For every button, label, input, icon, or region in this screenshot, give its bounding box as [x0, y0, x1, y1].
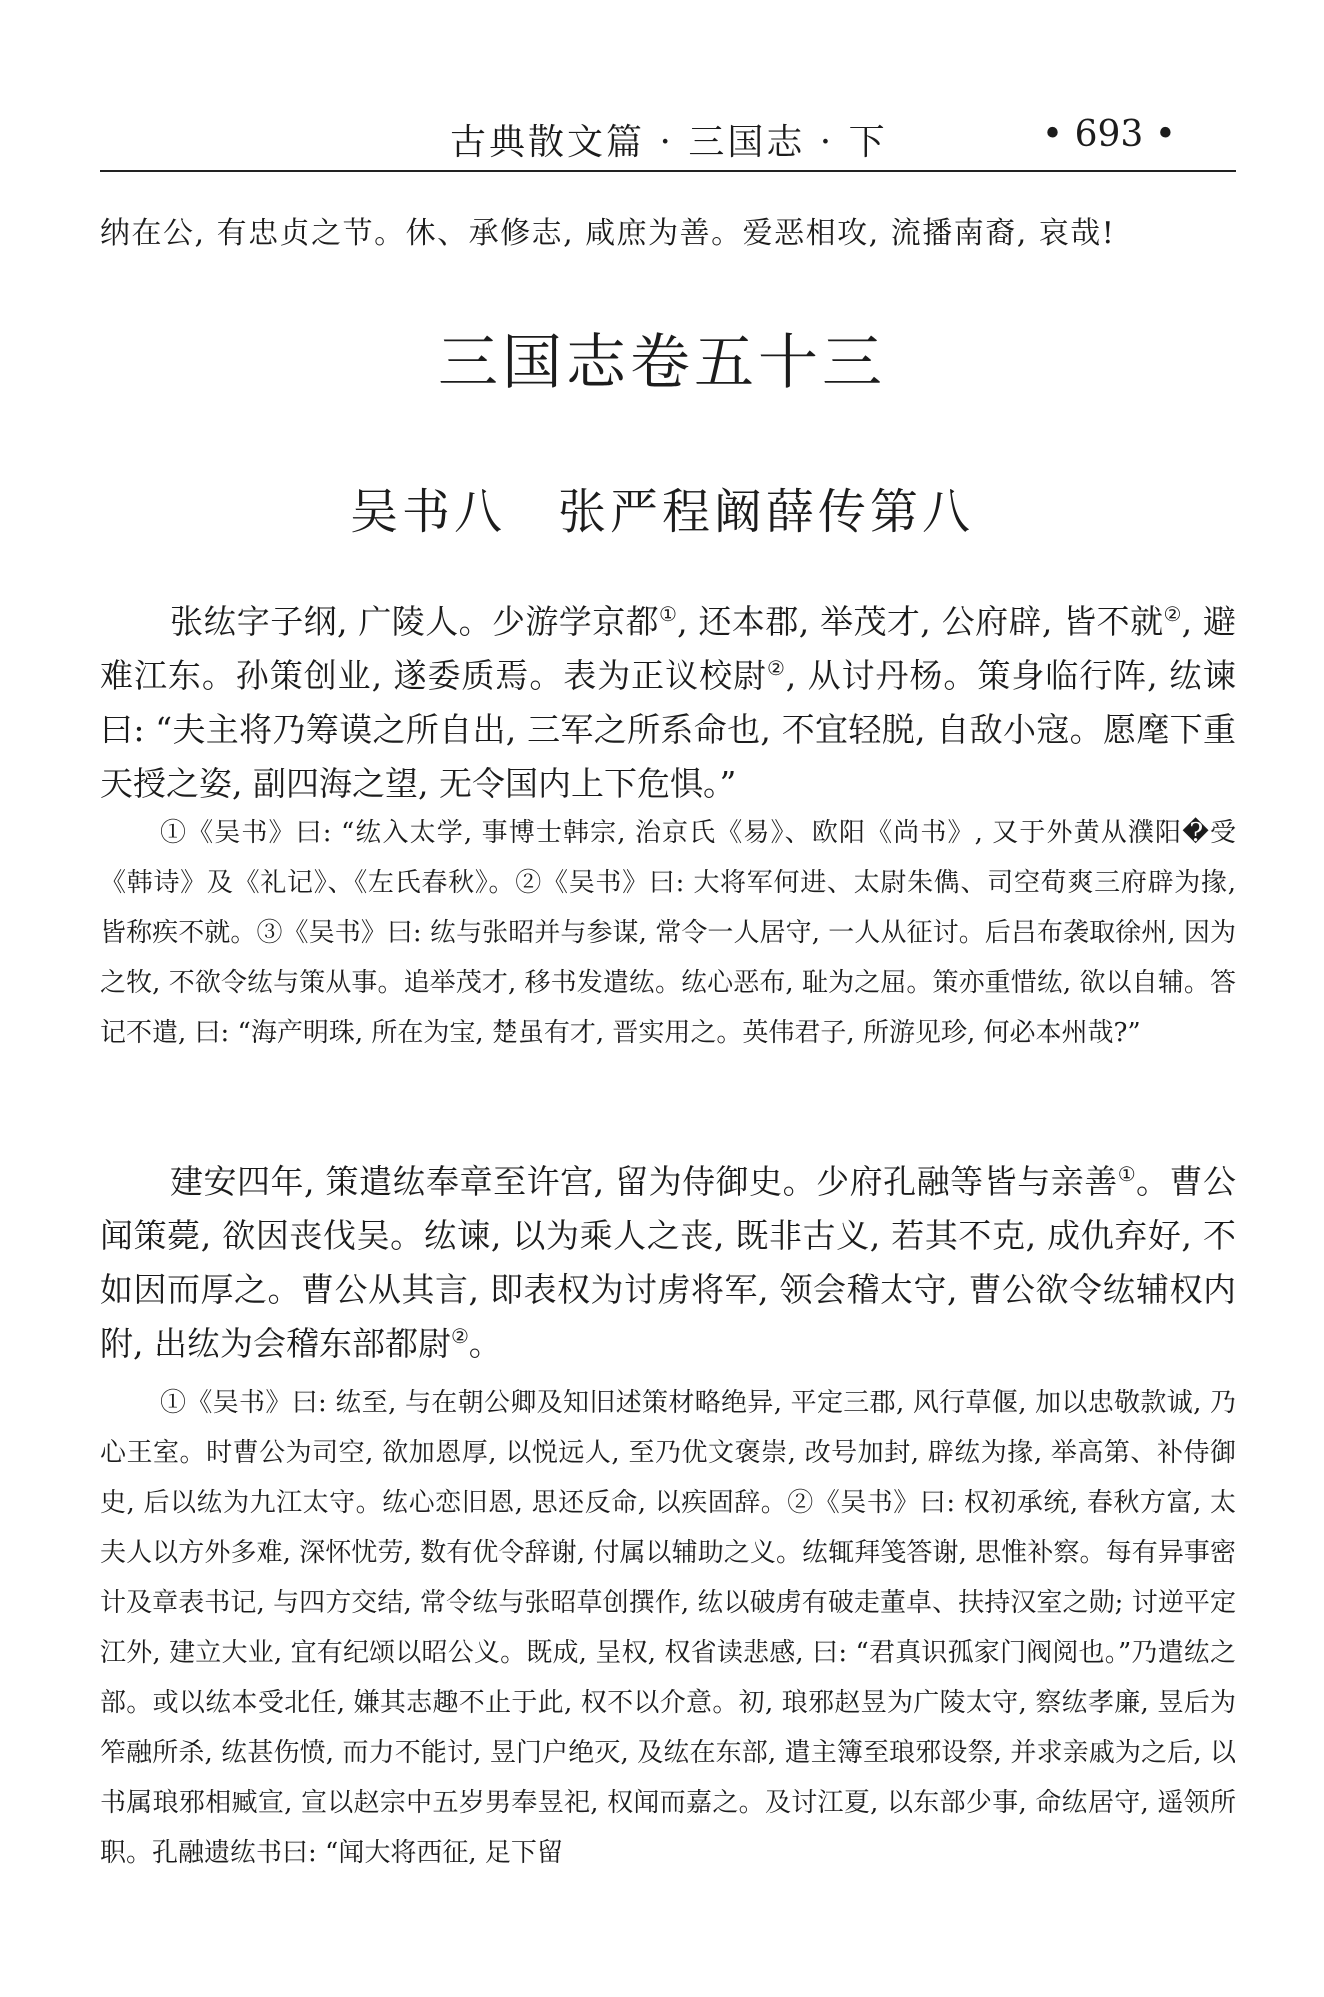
- para1-text-4: , 从讨丹杨。策身临行阵, 纮谏曰: “夫主将乃筹谟之所自出, 三军之所系命也, 不宜轻脱, 自敌小寇。愿麾下重天授之姿, 副四海之望, 无令国内上下危惧。”: [100, 656, 1237, 803]
- footnote-ref-2: ②: [1163, 603, 1182, 626]
- footnote-ref-3: ②: [767, 657, 786, 680]
- footnote-ref-1: ①: [659, 603, 678, 626]
- footnote-ref-4: ①: [1117, 1163, 1136, 1186]
- chapter-title: 吴书八 张严程阚薛传第八: [349, 484, 974, 540]
- para2-text-1: 建安四年, 策遣纮奉章至许宫, 留为侍御史。少府孔融等皆与亲善: [170, 1162, 1118, 1201]
- continuation-text: 纳在公, 有忠贞之节。休、承修志, 咸庶为善。爱恶相攻, 流播南裔, 哀哉!: [100, 216, 1116, 251]
- running-header: [100, 100, 1236, 172]
- main-paragraph-2: [100, 1155, 1236, 1371]
- para1-text-2: , 还本郡, 举茂才, 公府辟, 皆不就: [677, 602, 1164, 641]
- header-title: 古典散文篇 · 三国志 · 下: [450, 122, 888, 163]
- annotation-block-1: ①《吴书》曰: “纮入太学, 事博士韩宗, 治京氏《易》、欧阳《尚书》, 又于外黄从濮阳�受《韩诗》及《礼记》、《左氏春秋》。②《吴书》曰: 大将军何进、太尉朱儁、司空荀爽三府辟为掾, 皆称疾不就。③《吴书》曰: 纮与张昭并与参谋, 常令一人居守, 一人从征讨。后吕布袭取徐州, 因为之牧, 不欲令纮与策从事。追举茂才, 移书发遣纮。纮心恶布, 耻为之屈。策亦重惜纮, 欲以自辅。答记不遣, 曰: “海产明珠, 所在为宝, 楚虽有才, 晋实用之。英伟君子, 所游见珍, 何必本州哉?”: [100, 818, 1236, 1048]
- main-paragraph-1: [100, 595, 1236, 811]
- para1-text-3: , 避难江东。孙策创业, 遂委质焉。表为正议校尉: [100, 602, 1237, 695]
- page-number: • 693 •: [1041, 114, 1176, 155]
- para1-text-1: 张纮字子纲, 广陵人。少游学京都: [170, 602, 659, 641]
- volume-title: 三国志卷五十三: [438, 328, 886, 398]
- para2-text-2: 。曹公闻策薨, 欲因丧伐吴。纮谏, 以为乘人之丧, 既非古义, 若其不克, 成仇弃好, 不如因而厚之。曹公从其言, 即表权为讨虏将军, 领会稽太守, 曹公欲令纮辅权内附, 出纮为会稽东部都尉: [100, 1162, 1237, 1363]
- annotation-block-2: ①《吴书》曰: 纮至, 与在朝公卿及知旧述策材略绝异, 平定三郡, 风行草偃, 加以忠敬款诚, 乃心王室。时曹公为司空, 欲加恩厚, 以悦远人, 至乃优文褒崇, 改号加封, 辟纮为掾, 举高第、补侍御史, 后以纮为九江太守。纮心恋旧恩, 思还反命, 以疾固辞。②《吴书》曰: 权初承统, 春秋方富, 太夫人以方外多难, 深怀忧劳, 数有优令辞谢, 付属以辅助之义。纮辄拜笺答谢, 思惟补察。每有异事密计及章表书记, 与四方交结, 常令纮与张昭草创撰作, 纮以破虏有破走董卓、扶持汉室之勋; 讨逆平定江外, 建立大业, 宜有纪颂以昭公义。既成, 呈权, 权省读悲感, 曰: “君真识孤家门阀阅也。”乃遣纮之部。或以纮本受北任, 嫌其志趣不止于此, 权不以介意。初, 琅邪赵昱为广陵太守, 察纮孝廉, 昱后为笮融所杀, 纮甚伤愤, 而力不能讨, 昱门户绝灭, 及纮在东部, 遣主簿至琅邪设祭, 并求亲戚为之后, 以书属琅邪相臧宣, 宣以赵宗中五岁男奉昱祀, 权闻而嘉之。及讨江夏, 以东部少事, 命纮居守, 遥领所职。孔融遗纮书曰: “闻大将西征, 足下留: [100, 1388, 1236, 1868]
- footnote-ref-5: ②: [450, 1325, 469, 1348]
- para2-text-3: 。: [468, 1324, 502, 1363]
